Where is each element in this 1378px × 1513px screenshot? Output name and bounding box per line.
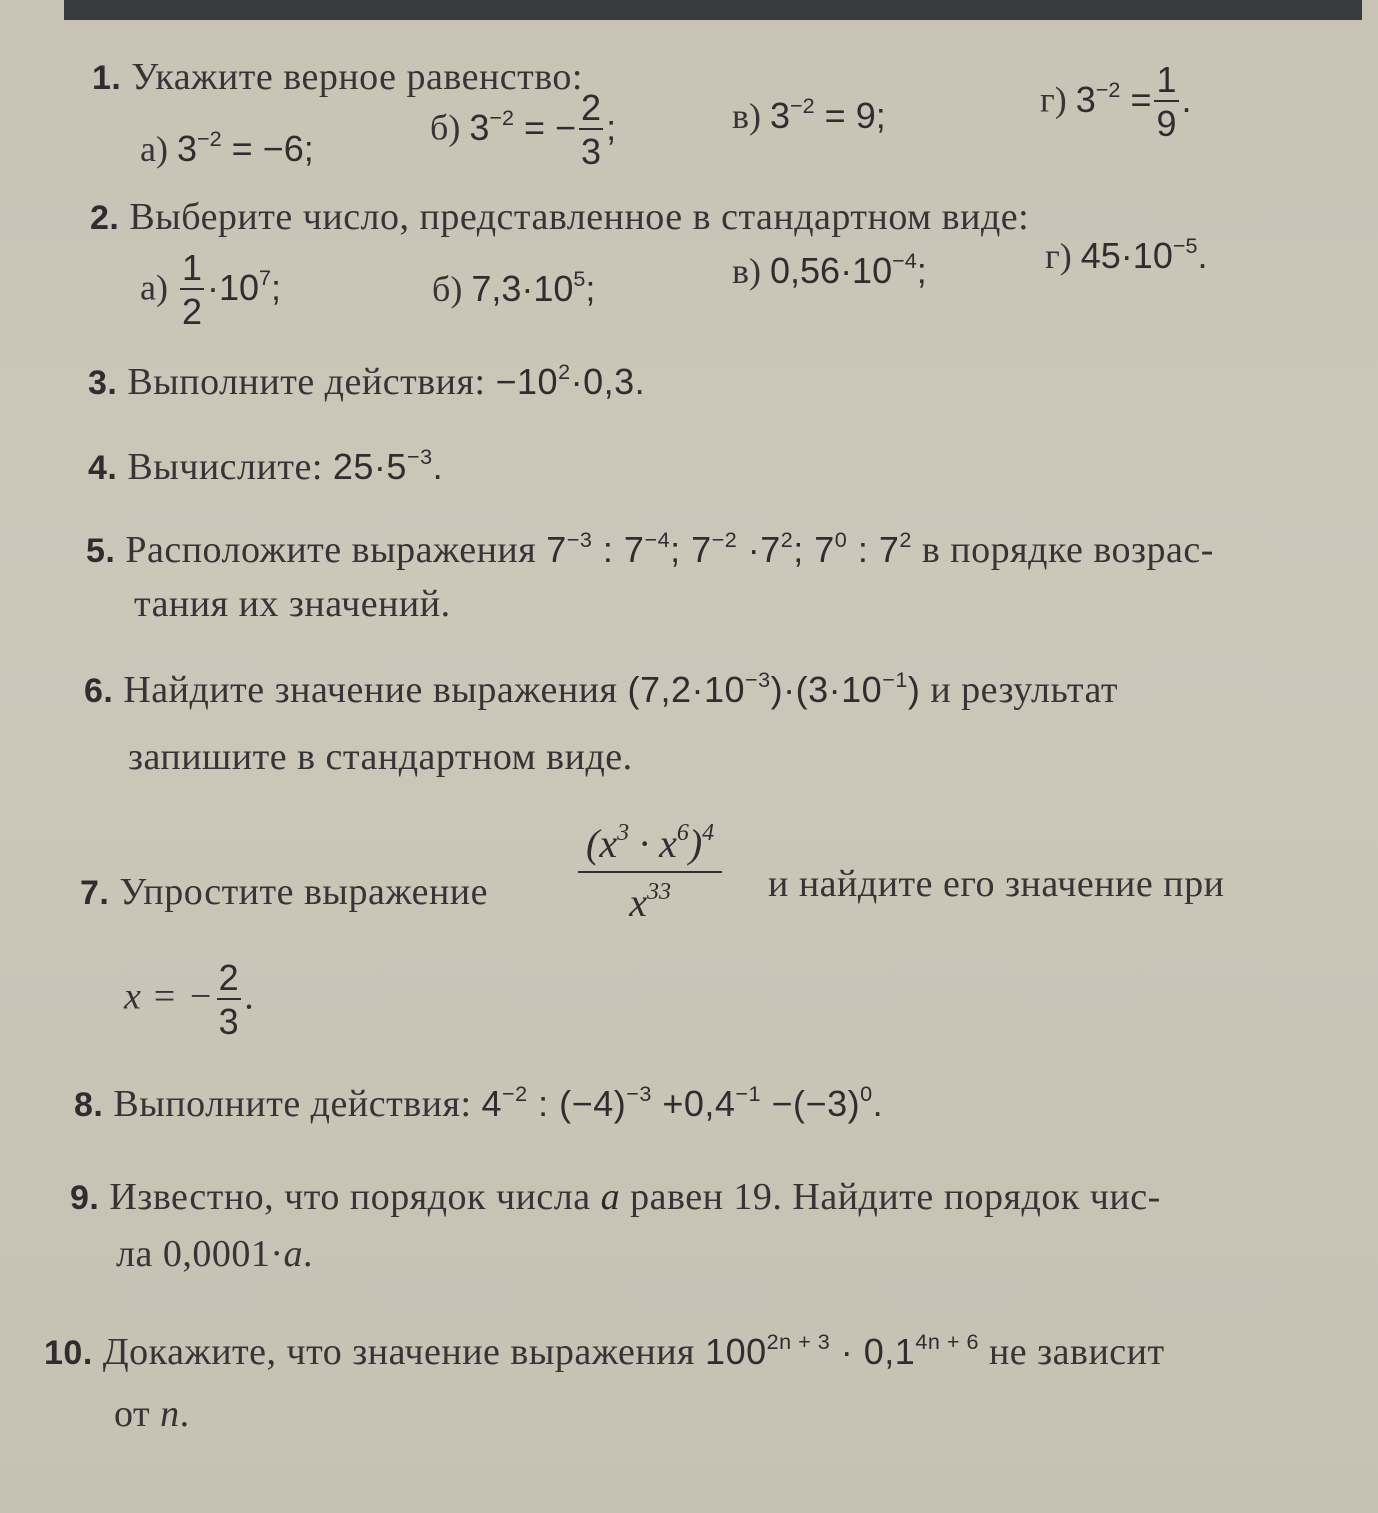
option-label: г) xyxy=(1045,236,1072,276)
task-number: 6. xyxy=(84,672,114,710)
task-text-continued: в порядке возрас- xyxy=(921,529,1214,571)
option-expression: $3^{-2} = 9$; xyxy=(770,92,886,136)
task-number: 2. xyxy=(90,199,120,237)
task-2-option-b xyxy=(432,265,596,310)
task-4-line xyxy=(88,445,443,489)
task-expression: $(7,2\cdot 10^{-3})\cdot(3\cdot 10^{-1})$ xyxy=(627,666,921,710)
task-7-line-end xyxy=(768,862,1224,906)
task-expression: $4^{-2}$ : $(-4)^{-3} +0,4^{-1} -(-3)^0$. xyxy=(481,1080,884,1124)
option-label: б) xyxy=(430,107,461,148)
variable-a: a xyxy=(600,1176,621,1218)
option-expression: $\frac{1}{2}$ $\cdot 10^7$; xyxy=(181,247,282,332)
task-2-option-a xyxy=(140,247,282,332)
task-1-option-c xyxy=(732,92,886,137)
task-expression: $25\cdot 5^{-3}$. xyxy=(332,443,444,487)
task-number: 3. xyxy=(88,364,118,402)
task-text: Выберите число, представленное в стандартном виде: xyxy=(129,196,1030,238)
task-8-line xyxy=(74,1082,883,1126)
task-5-line xyxy=(86,528,1214,572)
fraction: $\frac{1}{9}$ xyxy=(1156,59,1177,144)
option-expression: $0,56\cdot 10^{-4}$; xyxy=(770,247,927,291)
task-number: 7. xyxy=(80,874,110,912)
fraction-denominator: $x^{33}$ xyxy=(629,879,671,925)
task-number: 1. xyxy=(92,59,122,97)
task-text: Укажите верное равенство: xyxy=(131,56,583,98)
task-text-continued: и найдите его значение при xyxy=(768,863,1225,905)
task-number: 9. xyxy=(70,1179,100,1217)
option-expression: $45\cdot 10^{-5}$. xyxy=(1080,232,1208,276)
option-expression: $3^{-2}$ = $\frac{1}{9}$ . xyxy=(1075,59,1192,144)
task-number: 4. xyxy=(88,449,118,487)
task-text-continued: равен 19. Найдите порядок чис- xyxy=(630,1176,1161,1218)
task-expression: $100^{2n + 3} \cdot 0,1^{4n + 6}$ xyxy=(705,1328,979,1372)
task-1-option-a xyxy=(140,125,314,170)
option-expression: $3^{-2}$ = − $\frac{2}{3}$ ; xyxy=(469,87,617,172)
task-7-continuation: x = − $\frac{2}{3}$ . xyxy=(124,957,255,1042)
option-label: а) xyxy=(140,267,168,308)
task-text: Докажите, что значение выражения xyxy=(102,1331,696,1373)
task-2-option-d xyxy=(1045,232,1208,277)
task-2-line xyxy=(90,195,1029,239)
task-text: Выполните действия: xyxy=(127,361,486,403)
task-2-option-c xyxy=(732,247,927,292)
task-1-option-b xyxy=(430,87,617,172)
task-7-line xyxy=(80,870,488,914)
task-number: 5. xyxy=(86,532,116,570)
task-1-option-d xyxy=(1040,59,1192,144)
task-9-line xyxy=(70,1175,1161,1219)
option-expression: $7,3\cdot 10^5$; xyxy=(471,265,596,309)
task-3-line xyxy=(88,360,645,404)
task-5-continuation: тания их значений. xyxy=(134,583,451,625)
option-label: в) xyxy=(732,251,761,291)
option-label: г) xyxy=(1040,79,1067,120)
task-text-continued: и результат xyxy=(930,669,1118,711)
task-text: Найдите значение выражения xyxy=(123,669,618,711)
option-expression: $3^{-2} = -6$; xyxy=(176,125,314,169)
fraction: $\frac{2}{3}$ xyxy=(581,87,602,172)
task-number: 10. xyxy=(44,1334,93,1372)
task-text: Вычислите: xyxy=(127,446,323,488)
task-10-continuation: от n. xyxy=(114,1393,190,1435)
fraction-numerator: $(x^3 \cdot x^6)^4$ xyxy=(578,820,722,873)
option-label: а) xyxy=(140,129,168,169)
task-expression: $-10^2\cdot 0,3$. xyxy=(495,358,646,402)
task-text: Известно, что порядок числа xyxy=(109,1176,591,1218)
task-6-continuation: запишите в стандартном виде. xyxy=(128,736,633,778)
task-text: Расположите выражения xyxy=(125,529,537,571)
task-10-line xyxy=(44,1330,1165,1374)
task-9-continuation: ла 0,0001·a. xyxy=(116,1233,313,1275)
task-6-line xyxy=(84,668,1118,712)
task-number: 8. xyxy=(74,1086,104,1124)
option-label: б) xyxy=(432,269,463,309)
task-text: Упростите выражение xyxy=(119,871,488,913)
fraction: $\frac{1}{2}$ xyxy=(181,247,202,332)
task-text-continued: не зависит xyxy=(988,1331,1165,1373)
task-7-fraction xyxy=(578,820,722,926)
option-label: в) xyxy=(732,96,761,136)
task-text: Выполните действия: xyxy=(113,1083,472,1125)
task-expression: $7^{-3}$ : $7^{-4}$; $7^{-2} \cdot 7^2$; $7^0$ : $7^2$ xyxy=(546,526,912,570)
fraction: $\frac{2}{3}$ xyxy=(218,957,240,1042)
